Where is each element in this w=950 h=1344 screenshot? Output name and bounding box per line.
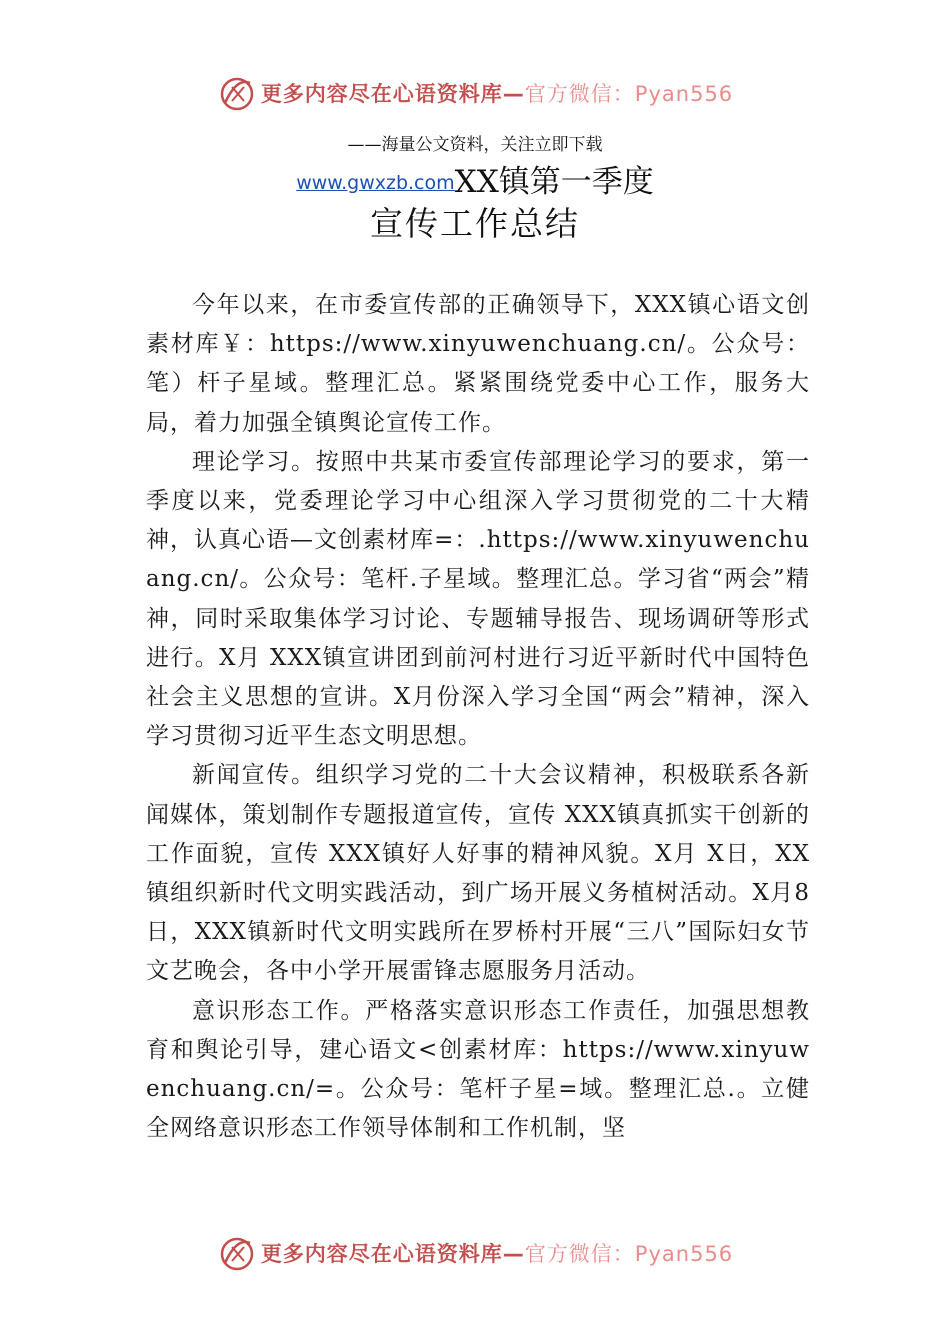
- logo-icon: [217, 73, 257, 113]
- bottom-watermark-banner: [0, 1228, 950, 1278]
- logo-icon: [217, 1233, 257, 1273]
- paragraph-theory-study: 理论学习。按照中共某市委宣传部理论学习的要求，第一季度以来，党委理论学习中心组深入学习贯彻党的二十大精神，认真心语—文创素材库=：.https://www.xinyuwenchuang.cn/。公众号：笔杆.子星域。整理汇总。学习省“两会”精神，同时采取集体学习讨论、专题辅导报告、现场调研等形式进行。X月 XXX镇宣讲团到前河村进行习近平新时代中国特色社会主义思想的宣讲。X月份深入学习全国“两会”精神，深入学习贯彻习近平生态文明思想。: [146, 448, 810, 750]
- paragraph-ideology-work: 意识形态工作。严格落实意识形态工作责任，加强思想教育和舆论引导，建心语文<创素材库：https://www.xinyuwenchuang.cn/=。公众号：笔杆子星=域。整理汇总.。立健全网络意识形态工作领导体制和工作机制，坚: [146, 997, 810, 1142]
- banner-text: 更多内容尽在心语资料库—: [260, 1242, 525, 1266]
- document-body: [146, 286, 810, 1148]
- banner-text: 更多内容尽在心语资料库—: [260, 82, 525, 106]
- paragraph-news-publicity: 新闻宣传。组织学习党的二十大会议精神，积极联系各新闻媒体，策划制作专题报道宣传，宣传 XXX镇真抓实干创新的工作面貌，宣传 XXX镇好人好事的精神风貌。X月 X日，XX镇组织新时代文明实践活动，到广场开展义务植树活动。X月8日，XXX镇新时代文明实践所在罗桥村开展“三八”国际妇女节文艺晚会，各中小学开展雷锋志愿服务月活动。: [146, 762, 810, 985]
- banner-wechat: 官方微信：Pyan556: [524, 1242, 734, 1266]
- document-title-line2: 宣传工作总结: [370, 204, 580, 243]
- site-link[interactable]: www.gwxzb.com: [296, 172, 455, 194]
- document-title-line1: [0, 156, 950, 201]
- banner-wechat: 官方微信：Pyan556: [524, 82, 734, 106]
- paragraph-intro: 今年以来，在市委宣传部的正确领导下，XXX镇心语文创素材库￥：https://www.xinyuwenchuang.cn/。公众号：笔）杆子星域。整理汇总。紧紧围绕党委中心工作，服务大局，着力加强全镇舆论宣传工作。: [146, 292, 810, 436]
- download-notice: ——海量公文资料，关注立即下载: [347, 135, 603, 155]
- title-text: XX镇第一季度: [454, 164, 654, 200]
- top-watermark-banner: [0, 68, 950, 118]
